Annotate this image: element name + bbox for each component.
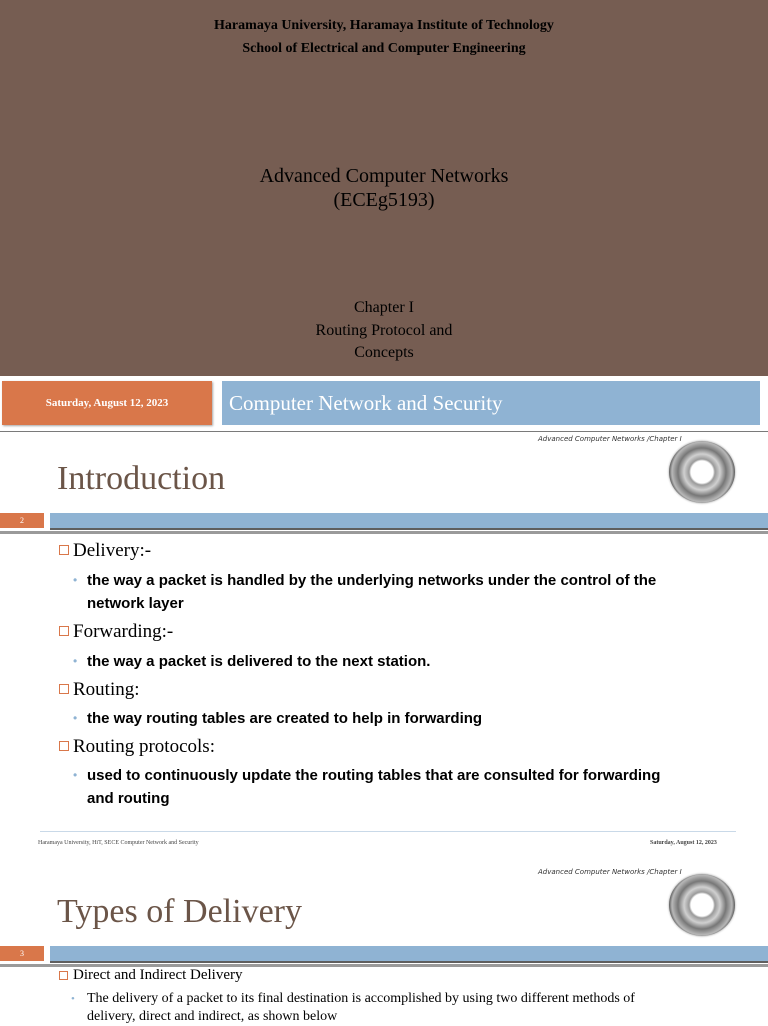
title-bar: [50, 946, 768, 963]
square-bullet-icon: [59, 741, 69, 751]
running-header: Advanced Computer Networks /Chapter I: [538, 435, 682, 443]
slide-title: Introduction: [57, 460, 226, 497]
course-code: (ECEg5193): [333, 189, 435, 211]
list-item-description: [73, 707, 763, 730]
footer-date: Saturday, August 12, 2023: [650, 840, 717, 846]
list-item: [59, 736, 215, 758]
list-item-description: [71, 990, 761, 1026]
chapter-label: Chapter I: [354, 299, 414, 316]
description-line: delivery, direct and indirect, as shown below: [87, 1009, 338, 1024]
list-item: [59, 540, 151, 562]
list-item-description: [73, 764, 763, 810]
cd-disc-icon: [669, 441, 735, 503]
title-bar: [50, 513, 768, 530]
description-line: The delivery of a packet to its final destination is accomplished by using two different methods of: [87, 991, 635, 1006]
running-header: Advanced Computer Networks /Chapter I: [538, 868, 682, 876]
square-bullet-icon: [59, 971, 68, 980]
list-item: [59, 967, 243, 984]
dot-bullet-icon: •: [71, 993, 75, 1005]
list-item: [59, 621, 173, 643]
course-title: Advanced Computer Networks: [259, 165, 509, 187]
date-box: Saturday, August 12, 2023: [2, 381, 212, 425]
description-line: the way a packet is delivered to the next station.: [87, 653, 431, 670]
square-bullet-icon: [59, 626, 69, 636]
description-line: the way a packet is handled by the underlying networks under the control of the: [87, 572, 657, 589]
term: Routing protocols:: [73, 736, 215, 757]
university-name: Haramaya University, Haramaya Institute of Technology: [214, 18, 554, 33]
dot-bullet-icon: •: [73, 711, 78, 725]
footer-left: Haramaya University, HiT, SECE Computer Network and Security: [38, 840, 199, 846]
term: Delivery:-: [73, 540, 152, 561]
term: Routing:: [73, 679, 140, 700]
list-item-description: [73, 569, 763, 615]
description-line: network layer: [87, 595, 184, 612]
dot-bullet-icon: •: [73, 768, 78, 782]
chapter-topic-line2: Concepts: [354, 344, 414, 361]
list-item-description: [73, 650, 763, 673]
slide-number: 3: [0, 946, 44, 961]
cd-disc-icon: [669, 874, 735, 936]
slide-title: Types of Delivery: [57, 893, 302, 930]
dot-bullet-icon: •: [73, 654, 78, 668]
description-line: used to continuously update the routing tables that are consulted for forwarding: [87, 767, 661, 784]
bar-underline: [0, 531, 768, 534]
course-band: Computer Network and Security: [222, 381, 760, 425]
footer-divider: [40, 831, 736, 832]
bullet-text: Direct and Indirect Delivery: [73, 967, 243, 983]
description-line: the way routing tables are created to help in forwarding: [87, 710, 483, 727]
slide-number: 2: [0, 513, 44, 528]
dot-bullet-icon: •: [73, 573, 78, 587]
chapter-topic-line1: Routing Protocol and: [315, 322, 453, 339]
square-bullet-icon: [59, 684, 69, 694]
square-bullet-icon: [59, 545, 69, 555]
list-item: [59, 679, 140, 701]
school-name: School of Electrical and Computer Engineering: [242, 41, 526, 56]
term: Forwarding:-: [73, 621, 174, 642]
description-line: and routing: [87, 790, 170, 807]
